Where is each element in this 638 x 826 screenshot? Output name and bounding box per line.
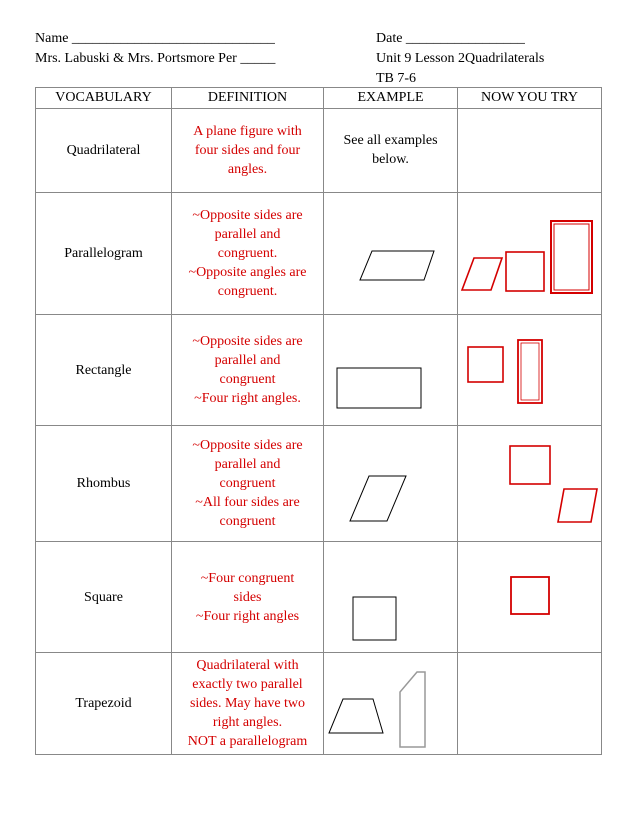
term-quadrilateral: Quadrilateral <box>36 109 172 193</box>
example-trapezoid <box>324 653 458 755</box>
name-line: Name _____________________________ <box>35 31 275 46</box>
try-rectangle <box>458 315 602 426</box>
unit-lesson-line: Unit 9 Lesson 2Quadrilaterals <box>376 51 545 66</box>
teachers-period-line: Mrs. Labuski & Mrs. Portsmore Per _____ <box>35 51 276 66</box>
vocabulary-table <box>35 87 602 755</box>
example-rectangle <box>324 315 458 426</box>
try-trapezoid <box>458 653 602 755</box>
definition-trapezoid: Quadrilateral with exactly two parallel sides. May have two right angles. NOT a parallelogram <box>172 653 324 755</box>
parallelogram-student-drawings <box>458 193 602 314</box>
column-header-now-you-try: NOW YOU TRY <box>458 88 602 109</box>
table-row-quadrilateral <box>36 109 602 193</box>
date-line: Date _________________ <box>376 31 525 46</box>
example-square <box>324 542 458 653</box>
table-row-parallelogram <box>36 193 602 315</box>
definition-square: ~Four congruent sides ~Four right angles <box>172 542 324 653</box>
definition-parallelogram: ~Opposite sides are parallel and congruent. ~Opposite angles are congruent. <box>172 193 324 315</box>
term-rhombus: Rhombus <box>36 426 172 542</box>
tb-line: TB 7-6 <box>376 71 417 86</box>
example-rhombus <box>324 426 458 542</box>
definition-rectangle: ~Opposite sides are parallel and congruent ~Four right angles. <box>172 315 324 426</box>
table-row-trapezoid <box>36 653 602 755</box>
table-row-square <box>36 542 602 653</box>
rhombus-student-drawings <box>458 426 602 541</box>
table-row-rhombus <box>36 426 602 542</box>
rhombus-example-shape <box>324 426 458 541</box>
rectangle-student-drawings <box>458 315 602 425</box>
column-header-definition: DEFINITION <box>172 88 324 109</box>
table-header-row <box>36 88 602 109</box>
term-parallelogram: Parallelogram <box>36 193 172 315</box>
try-quadrilateral <box>458 109 602 193</box>
column-header-example: EXAMPLE <box>324 88 458 109</box>
term-rectangle: Rectangle <box>36 315 172 426</box>
example-quadrilateral: See all examples below. <box>324 109 458 193</box>
try-square <box>458 542 602 653</box>
table-row-rectangle <box>36 315 602 426</box>
try-rhombus <box>458 426 602 542</box>
term-square: Square <box>36 542 172 653</box>
definition-rhombus: ~Opposite sides are parallel and congruent ~All four sides are congruent <box>172 426 324 542</box>
try-parallelogram <box>458 193 602 315</box>
term-trapezoid: Trapezoid <box>36 653 172 755</box>
definition-quadrilateral: A plane figure with four sides and four angles. <box>172 109 324 193</box>
square-example-shape <box>324 542 458 652</box>
rectangle-example-shape <box>324 315 458 425</box>
column-header-vocabulary: VOCABULARY <box>36 88 172 109</box>
example-parallelogram <box>324 193 458 315</box>
parallelogram-example-shape <box>324 193 458 314</box>
square-student-drawings <box>458 542 602 652</box>
trapezoid-example-shapes <box>324 653 458 754</box>
